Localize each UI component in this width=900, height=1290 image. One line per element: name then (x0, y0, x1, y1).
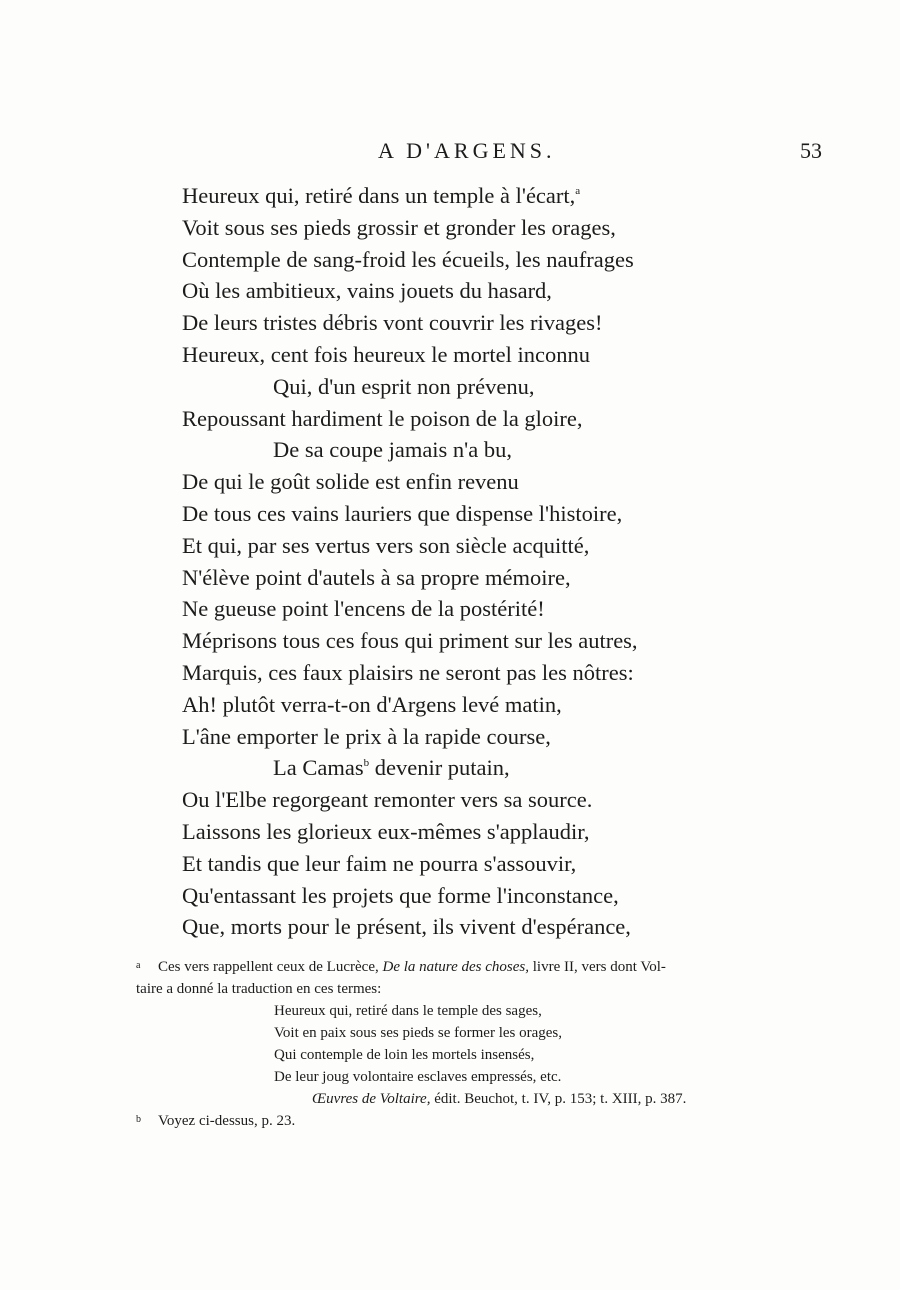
verse-line (182, 498, 822, 530)
note-reference: b (363, 757, 370, 770)
footnote-a-source-work: Œuvres de Voltaire, (312, 1091, 431, 1107)
verse-text: Voit sous ses pieds grossir et gronder les orages, (182, 214, 616, 240)
footnote-a-text-cont: livre II, vers dont Vol- (528, 959, 666, 975)
verse-text: De leurs tristes débris vont couvrir les rivages! (182, 310, 603, 336)
footnote-a-line-2: taire a donné la traduction en ces termes: (136, 981, 382, 997)
footnote-a-text: Ces vers rappellent ceux de Lucrèce, (158, 959, 383, 975)
verse-line (182, 721, 822, 753)
verse-text: De sa coupe jamais n'a bu, (273, 437, 512, 463)
verse-text: Que, morts pour le présent, ils vivent d'espérance, (182, 914, 631, 940)
verse-line (182, 339, 822, 371)
footnote-a-source (136, 1088, 826, 1110)
verse-text: Méprisons tous ces fous qui priment sur les autres, (182, 628, 638, 654)
verse-text: Repoussant hardiment le poison de la gloire, (182, 405, 583, 431)
verse-line (182, 212, 822, 244)
page-number: 53 (800, 138, 822, 163)
footnote-b-text: Voyez ci-dessus, p. 23. (158, 1113, 296, 1129)
verse-text: N'élève point d'autels à sa propre mémoire, (182, 564, 571, 590)
footnotes (136, 956, 826, 1132)
verse-text: Ah! plutôt verra-t-on d'Argens levé matin, (182, 691, 562, 717)
verse-line (182, 530, 822, 562)
verse-line (182, 752, 822, 784)
verse-line (182, 625, 822, 657)
footnote-a-line-1 (136, 956, 826, 978)
verse-text: L'âne emporter le prix à la rapide course, (182, 723, 551, 749)
verse-text: Et qui, par ses vertus vers son siècle acquitté, (182, 532, 590, 558)
footnote-a-quote-line: Qui contemple de loin les mortels insensés, (274, 1047, 535, 1063)
verse-line (182, 848, 822, 880)
verse-text: Heureux, cent fois heureux le mortel inconnu (182, 341, 590, 367)
verse-text: devenir putain, (369, 755, 510, 781)
verse-text: La Camas (273, 755, 364, 781)
verse-text: Contemple de sang-froid les écueils, les naufrages (182, 246, 634, 272)
verse-line (182, 180, 822, 212)
page-header (0, 138, 900, 168)
verse-line (182, 784, 822, 816)
verse-text: De tous ces vains lauriers que dispense l'histoire, (182, 500, 623, 526)
verse-line (182, 403, 822, 435)
verse-line (182, 911, 822, 943)
verse-line (182, 689, 822, 721)
verse-text: Laissons les glorieux eux-mêmes s'applaudir, (182, 818, 590, 844)
verse-line (182, 244, 822, 276)
footnote-a-source-rest: édit. Beuchot, t. IV, p. 153; t. XIII, p. 387. (430, 1091, 687, 1107)
verse-text: Ne gueuse point l'encens de la postérité! (182, 596, 545, 622)
verse-line (182, 816, 822, 848)
verse-text: Qu'entassant les projets que forme l'inconstance, (182, 882, 619, 908)
verse-line (182, 593, 822, 625)
running-title: A D'ARGENS. (378, 138, 556, 163)
footnote-marker-a: a (136, 960, 141, 971)
footnote-a-quote-line: Heureux qui, retiré dans le temple des sages, (274, 1003, 542, 1019)
verse-text: Où les ambitieux, vains jouets du hasard, (182, 278, 552, 304)
verse-text: Et tandis que leur faim ne pourra s'assouvir, (182, 850, 577, 876)
verse-line (182, 562, 822, 594)
verse-line (182, 657, 822, 689)
verse-line (182, 434, 822, 466)
footnote-a-work-title: De la nature des choses, (382, 959, 529, 975)
verse-text: Qui, d'un esprit non prévenu, (273, 373, 535, 399)
verse-text: De qui le goût solide est enfin revenu (182, 469, 519, 495)
footnote-marker-b: b (136, 1114, 141, 1125)
verse-line (182, 466, 822, 498)
verse-line (182, 275, 822, 307)
verse-line (182, 307, 822, 339)
footnote-a-quote-line: Voit en paix sous ses pieds se former les orages, (274, 1025, 563, 1041)
verse-text: Marquis, ces faux plaisirs ne seront pas les nôtres: (182, 659, 634, 685)
note-reference: a (575, 185, 581, 197)
footnote-a-quote-line: De leur joug volontaire esclaves empressés, etc. (274, 1069, 562, 1085)
verse-text: Ou l'Elbe regorgeant remonter vers sa source. (182, 787, 593, 813)
poem (182, 180, 822, 943)
verse-text: Heureux qui, retiré dans un temple à l'écart, (182, 183, 576, 208)
verse-line (182, 371, 822, 403)
verse-line (182, 880, 822, 912)
footnote-b (136, 1110, 826, 1132)
